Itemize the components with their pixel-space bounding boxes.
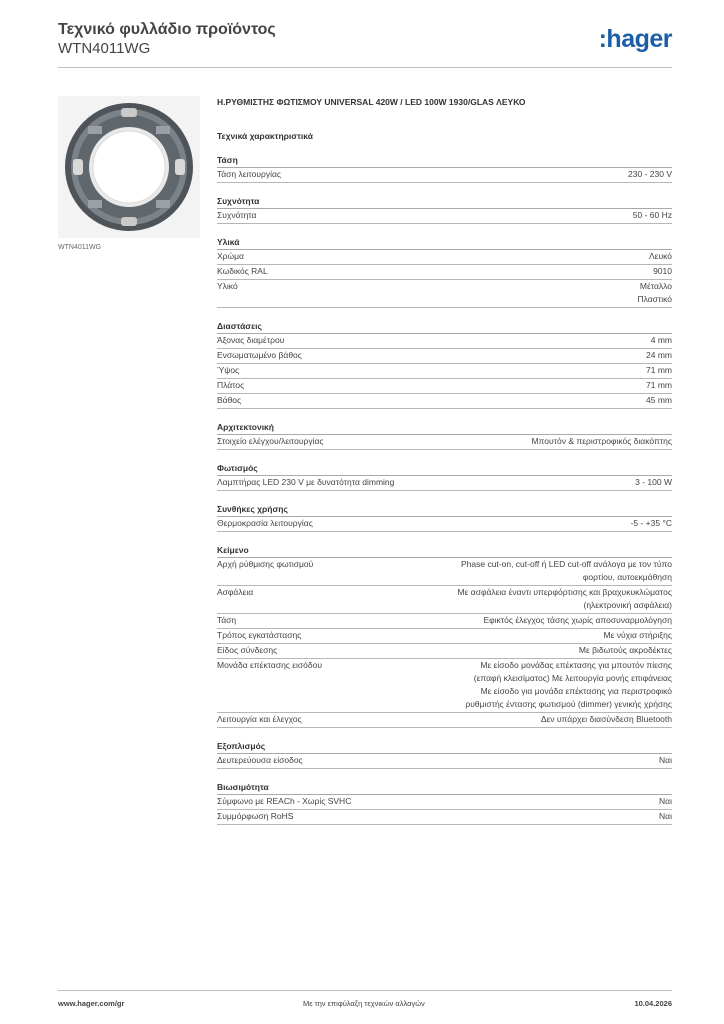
spec-row (217, 754, 672, 769)
page-footer (58, 990, 672, 1010)
spec-label: Τάση (217, 615, 237, 625)
spec-label: Λαμπτήρας LED 230 V με δυνατότητα dimming (217, 477, 395, 487)
spec-table (217, 434, 672, 450)
spec-label: Συχνότητα (217, 210, 257, 220)
spec-row (217, 379, 672, 394)
spec-label: Κωδικός RAL (217, 266, 268, 276)
spec-row (217, 586, 672, 614)
group-title: Φωτισμός (217, 463, 258, 473)
spec-value: 45 mm (646, 395, 672, 405)
spec-row (217, 810, 672, 825)
spec-groups (217, 153, 672, 825)
spec-row (217, 280, 672, 308)
spec-value: Μπουτόν & περιστροφικός διακόπτης (531, 436, 672, 446)
spec-label: Μονάδα επέκτασης εισόδου (217, 660, 323, 670)
spec-value: 50 - 60 Hz (632, 210, 672, 220)
spec-value: Μέταλλο Πλαστικό (637, 281, 672, 304)
spec-row (217, 659, 672, 713)
spec-label: Ενσωματωμένο βάθος (217, 350, 302, 360)
spec-value: 9010 (653, 266, 672, 276)
spec-value: 71 mm (646, 365, 672, 375)
group-title: Συχνότητα (217, 196, 260, 206)
product-name: Η.ΡΥΘΜΙΣΤΗΣ ΦΩΤΙΣΜΟΥ UNIVERSAL 420W / LED 100W 1930/GLAS ΛΕΥΚΟ (217, 97, 526, 107)
spec-row (217, 795, 672, 810)
spec-label: Δευτερεύουσα είσοδος (217, 755, 303, 765)
spec-label: Υλικό (217, 281, 238, 291)
spec-table (217, 333, 672, 409)
spec-table (217, 516, 672, 532)
spec-value: Λευκό (649, 251, 672, 261)
spec-row (217, 476, 672, 491)
page-header (58, 20, 672, 68)
spec-value: Phase cut-on, cut-off ή LED cut-off ανάλογα με τον τύπο φορτίου, αυτοεκμάθηση (460, 559, 672, 582)
spec-value: Εφικτός έλεγχος τάσης χωρίς αποσυναρμολόγηση (483, 615, 672, 625)
spec-value: 24 mm (646, 350, 672, 360)
footer-website: www.hager.com/gr (58, 999, 125, 1008)
spec-label: Συμμόρφωση RoHS (217, 811, 294, 821)
spec-label: Βάθος (217, 395, 242, 405)
spec-row (217, 349, 672, 364)
spec-value: 71 mm (646, 380, 672, 390)
spec-label: Λειτουργία και έλεγχος (217, 714, 302, 724)
spec-value: Με ασφάλεια έναντι υπερφόρτισης και βραχυκυκλώματος (ηλεκτρονική ασφάλεια) (457, 587, 672, 610)
spec-row (217, 209, 672, 224)
group-title: Εξοπλισμός (217, 741, 266, 751)
group-title: Υλικά (217, 237, 240, 247)
spec-value: Ναι (659, 811, 672, 821)
spec-row (217, 168, 672, 183)
spec-value: 3 - 100 W (635, 477, 672, 487)
spec-label: Είδος σύνδεσης (217, 645, 278, 655)
spec-label: Σύμφωνο με REACh - Χωρίς SVHC (217, 796, 352, 806)
spec-value: Ναι (659, 755, 672, 765)
spec-value: Με βιδωτούς ακροδέκτες (578, 645, 672, 655)
spec-value: Με είσοδο μονάδας επέκτασης για μπουτόν πίεσης (επαφή κλεισίματος) Με λειτουργία μονής επιφάνειας Με είσοδο για μονάδα επέκτασης για περιστροφικό ρυθμιστής έντασης φωτισμού (dimmer) γενικής χρήσης (465, 660, 672, 709)
document-title: Τεχνικό φυλλάδιο προϊόντος (58, 21, 276, 38)
spec-row (217, 265, 672, 280)
spec-row (217, 614, 672, 629)
spec-label: Τάση λειτουργίας (217, 169, 282, 179)
spec-value: Δεν υπάρχει διασύνδεση Bluetooth (540, 714, 672, 724)
spec-value: Με νύχια στήριξης (603, 630, 672, 640)
group-title: Αρχιτεκτονική (217, 422, 274, 432)
spec-value: Ναι (659, 796, 672, 806)
spec-row (217, 250, 672, 265)
spec-table (217, 794, 672, 825)
product-image (58, 96, 200, 238)
spec-table (217, 475, 672, 491)
spec-row (217, 364, 672, 379)
group-title: Διαστάσεις (217, 321, 262, 331)
spec-value: 4 mm (650, 335, 672, 345)
spec-label: Τρόπος εγκατάστασης (217, 630, 302, 640)
spec-row (217, 517, 672, 532)
spec-row (217, 334, 672, 349)
spec-table (217, 249, 672, 308)
footer-note: Με την επιφύλαξη τεχνικών αλλαγών (303, 999, 425, 1008)
group-title: Συνθήκες χρήσης (217, 504, 288, 514)
spec-label: Πλάτος (217, 380, 245, 390)
spec-row (217, 394, 672, 409)
spec-table (217, 753, 672, 769)
product-code: WTN4011WG (58, 40, 151, 57)
group-title: Τάση (217, 155, 238, 165)
spec-row (217, 644, 672, 659)
section-title: Τεχνικά χαρακτηριστικά (217, 131, 313, 141)
spec-label: Χρώμα (217, 251, 244, 261)
spec-label: Ύψος (217, 365, 240, 375)
spec-row (217, 713, 672, 728)
spec-label: Αρχή ρύθμισης φωτισμού (217, 559, 314, 569)
spec-row (217, 558, 672, 586)
spec-label: Ασφάλεια (217, 587, 254, 597)
spec-label: Άξονας διαμέτρου (217, 335, 285, 345)
spec-content (217, 96, 672, 825)
spec-row (217, 435, 672, 450)
spec-label: Θερμοκρασία λειτουργίας (217, 518, 313, 528)
spec-row (217, 629, 672, 644)
hager-logo: :hager (598, 25, 672, 53)
spec-value: -5 - +35 °C (630, 518, 672, 528)
spec-value: 230 - 230 V (628, 169, 672, 179)
image-caption: WTN4011WG (58, 244, 102, 251)
spec-table (217, 208, 672, 224)
group-title: Κείμενο (217, 545, 249, 555)
spec-label: Στοιχείο ελέγχου/λειτουργίας (217, 436, 324, 446)
footer-date: 10.04.2026 (634, 999, 672, 1008)
spec-table (217, 167, 672, 183)
spec-table (217, 557, 672, 728)
group-title: Βιωσιμότητα (217, 782, 269, 792)
